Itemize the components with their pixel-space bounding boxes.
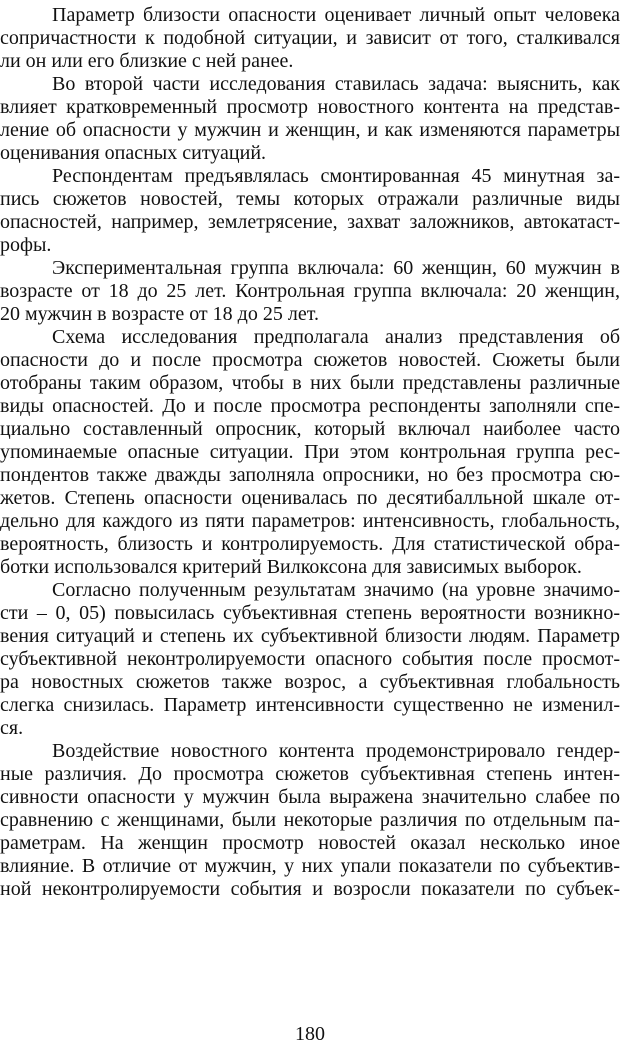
text-line: ные различия. До просмотра сюжетов субъективная степень интен-	[0, 763, 620, 785]
text-line: Экспериментальная группа включала: 60 женщин, 60 мужчин в	[52, 257, 620, 279]
text-line: возрасте от 18 до 25 лет. Контрольная группа включала: 20 женщин,	[0, 280, 620, 302]
text-line: циально составленный опросник, который включал наиболее часто	[0, 418, 620, 440]
text-line: ли он или его близкие с ней ранее.	[0, 50, 294, 72]
text-line: сивности опасности у мужчин была выражена значительно слабее по	[0, 786, 620, 808]
text-line: ной неконтролируемости события и возросли показатели по субъек-	[0, 878, 620, 900]
text-line: слегка снизилась. Параметр интенсивности существенно не изменил-	[0, 694, 620, 716]
text-line: Схема исследования предполагала анализ представления об	[52, 326, 620, 348]
text-line: Респондентам предъявлялась смонтированная 45 минутная за-	[52, 165, 620, 187]
text-line: Воздействие новостного контента продемонстрировало гендер-	[52, 740, 620, 762]
text-line: пись сюжетов новостей, темы которых отражали различные виды	[0, 188, 620, 210]
text-line: вероятность, близость и контролируемость. Для статистической обра-	[0, 533, 620, 555]
text-line: вения ситуаций и степень их субъективной близости людям. Параметр	[0, 625, 620, 647]
text-line: 20 мужчин в возрасте от 18 до 25 лет.	[0, 303, 319, 325]
text-line: опасности до и после просмотра сюжетов новостей. Сюжеты были	[0, 349, 620, 371]
text-line: Согласно полученным результатам значимо (на уровне значимо-	[52, 579, 620, 601]
text-line: виды опасностей. До и после просмотра респонденты заполняли спе-	[0, 395, 620, 417]
text-line: рофы.	[0, 234, 52, 256]
text-line: Во второй части исследования ставилась задача: выяснить, как	[52, 73, 620, 95]
text-line: пондентов также дважды заполняла опросники, но без просмотра сю-	[0, 464, 620, 486]
text-line: сти – 0, 05) повысилась субъективная степень вероятности возникно-	[0, 602, 620, 624]
text-line: отобраны таким образом, чтобы в них были представлены различные	[0, 372, 620, 394]
text-line: упоминаемые опасные ситуации. При этом контрольная группа рес-	[0, 441, 620, 463]
text-line: влияет кратковременный просмотр новостного контента на представ-	[0, 96, 620, 118]
text-line: сопричастности к подобной ситуации, и зависит от того, сталкивался	[0, 27, 620, 49]
text-line: влияние. В отличие от мужчин, у них упали показатели по субъектив-	[0, 855, 620, 877]
text-line: субъективной неконтролируемости опасного события после просмот-	[0, 648, 620, 670]
text-line: раметрам. На женщин просмотр новостей оказал несколько иное	[0, 832, 620, 854]
text-line: ление об опасности у мужчин и женщин, и как изменяются параметры	[0, 119, 620, 141]
text-line: ра новостных сюжетов также возрос, а субъективная глобальность	[0, 671, 620, 693]
text-line: дельно для каждого из пяти параметров: интенсивность, глобальность,	[0, 510, 620, 532]
text-line: ботки использовался критерий Вилкоксона для зависимых выборок.	[0, 556, 582, 578]
text-line: оценивания опасных ситуаций.	[0, 142, 267, 164]
text-line: жетов. Степень опасности оценивалась по десятибалльной шкале от-	[0, 487, 620, 509]
text-line: ся.	[0, 717, 24, 739]
text-line: опасностей, например, землетрясение, захват заложников, автокатаст-	[0, 211, 620, 233]
page-number: 180	[295, 1023, 325, 1045]
text-line: сравнению с женщинами, были некоторые различия по отдельным па-	[0, 809, 620, 831]
text-line: Параметр близости опасности оценивает личный опыт человека	[52, 4, 620, 26]
